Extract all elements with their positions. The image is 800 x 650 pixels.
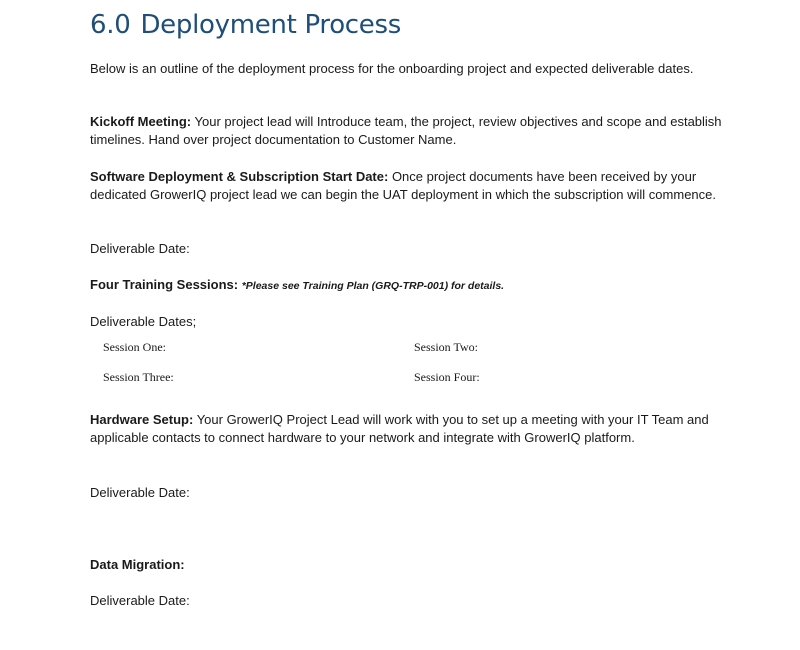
software-label: Software Deployment & Subscription Start Date: — [90, 169, 389, 184]
software-text: Once project documents have been received by your dedicated GrowerIQ project lead we can begin the UAT deployment in which the subscription will commence. — [90, 169, 716, 202]
section-heading — [90, 10, 401, 40]
software-deliverable-date: Deliverable Date: — [90, 241, 190, 256]
session-one: Session One: — [103, 340, 166, 354]
training-label: Four Training Sessions: — [90, 277, 239, 292]
kickoff-label: Kickoff Meeting: — [90, 114, 192, 129]
migration-paragraph — [90, 556, 730, 574]
session-three: Session Three: — [103, 370, 174, 384]
hardware-label: Hardware Setup: — [90, 412, 194, 427]
session-two: Session Two: — [414, 340, 478, 354]
intro-paragraph: Below is an outline of the deployment process for the onboarding project and expected deliverable dates. — [90, 61, 694, 76]
section-title: Deployment Process — [140, 10, 401, 40]
session-four: Session Four: — [414, 370, 480, 384]
migration-deliverable-date: Deliverable Date: — [90, 593, 190, 608]
training-paragraph — [90, 276, 730, 295]
hardware-text: Your GrowerIQ Project Lead will work with you to set up a meeting with your IT Team and applicable contacts to connect hardware to your network and integrate with GrowerIQ platform. — [90, 412, 709, 445]
hardware-deliverable-date: Deliverable Date: — [90, 485, 190, 500]
training-note: *Please see Training Plan (GRQ-TRP-001) for details. — [241, 280, 505, 292]
software-paragraph — [90, 168, 730, 204]
kickoff-paragraph — [90, 113, 730, 149]
section-number: 6.0 — [90, 10, 131, 40]
migration-label: Data Migration: — [90, 557, 185, 572]
kickoff-text: Your project lead will Introduce team, the project, review objectives and scope and establish timelines. Hand over project documentation to Customer Name. — [90, 114, 722, 147]
hardware-paragraph — [90, 411, 730, 447]
training-deliverable-dates: Deliverable Dates; — [90, 314, 197, 329]
